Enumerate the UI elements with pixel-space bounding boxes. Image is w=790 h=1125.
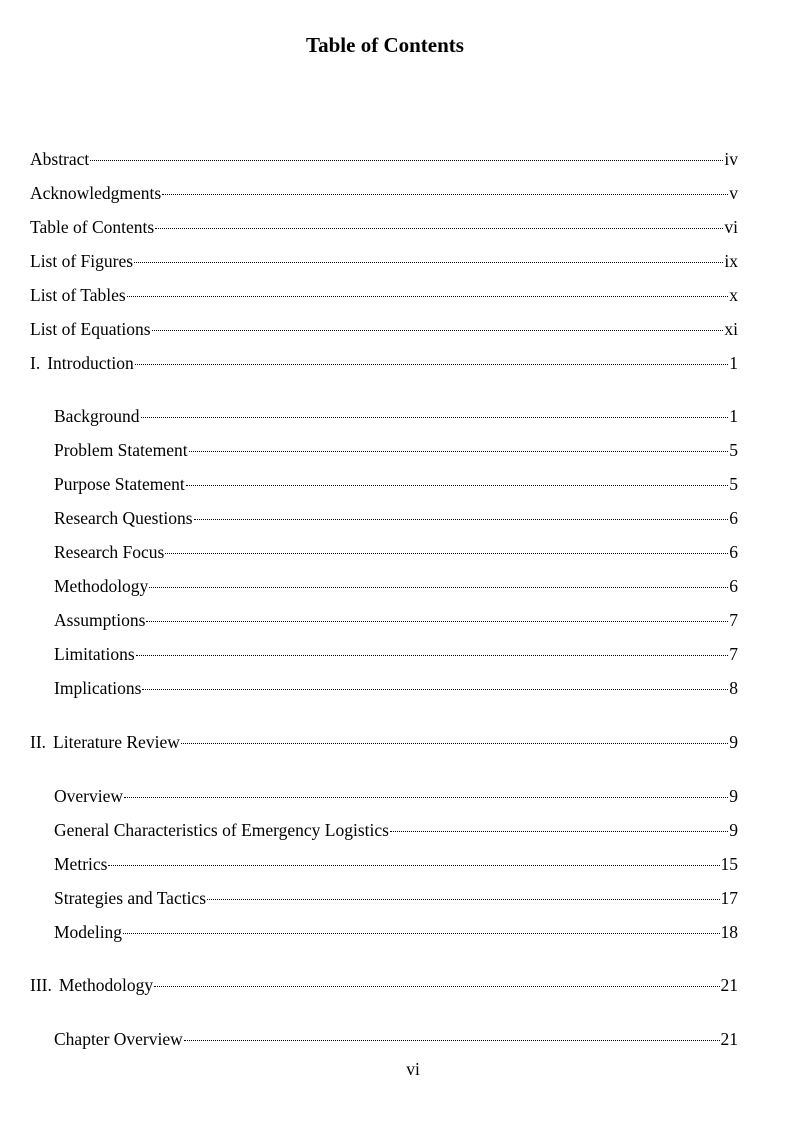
toc-entry-label: Limitations [54, 644, 135, 664]
toc-section-general-characteristics[interactable] [54, 815, 738, 839]
toc-section-overview[interactable] [54, 781, 738, 805]
toc-entry-page: vi [724, 217, 738, 237]
toc-entry-label: List of Tables [30, 285, 126, 305]
toc-entry-label: Acknowledgments [30, 183, 162, 203]
toc-entry-label: Problem Statement [54, 440, 188, 460]
dot-leader [194, 499, 729, 520]
toc-entry-page: 7 [729, 610, 738, 630]
toc-section-research-questions[interactable] [54, 503, 738, 527]
toc-entry-label: Overview [54, 786, 124, 806]
dot-leader [390, 811, 728, 832]
dot-leader [155, 208, 723, 229]
toc-entry-acknowledgments[interactable] [30, 178, 738, 202]
toc-section-strategies-and-tactics[interactable] [54, 883, 738, 907]
toc-entry-page: 7 [729, 644, 738, 664]
toc-entry-page: v [729, 183, 738, 203]
toc-entry-label: Introduction [47, 353, 134, 373]
toc-entry-label: Implications [54, 678, 142, 698]
dot-leader [165, 533, 728, 554]
toc-section-purpose-statement[interactable] [54, 469, 738, 493]
toc-entry-page: 1 [729, 406, 738, 426]
dot-leader [181, 723, 728, 744]
toc-section-background[interactable] [54, 401, 738, 425]
toc-entry-page: 6 [729, 508, 738, 528]
toc-entry-label: General Characteristics of Emergency Logistics [54, 820, 389, 840]
dot-leader [90, 140, 723, 161]
toc-entry-page: 6 [729, 542, 738, 562]
dot-leader [189, 431, 729, 452]
toc-entry-label: Modeling [54, 922, 123, 942]
dot-leader [152, 310, 724, 331]
toc-entry-label: Strategies and Tactics [54, 888, 207, 908]
toc-entry-label: Purpose Statement [54, 474, 185, 494]
toc-entry-page: 6 [729, 576, 738, 596]
dot-leader [149, 567, 728, 588]
toc-entry-abstract[interactable] [30, 144, 738, 168]
toc-entry-page: 5 [729, 474, 738, 494]
page-title: Table of Contents [306, 33, 464, 57]
dot-leader [154, 966, 719, 987]
toc-section-modeling[interactable] [54, 917, 738, 941]
toc-entry-table-of-contents[interactable] [30, 212, 738, 236]
toc-entry-list-of-figures[interactable] [30, 246, 738, 270]
toc-chapter-introduction[interactable] [30, 348, 738, 372]
dot-leader [136, 635, 729, 656]
toc-entry-label: Chapter Overview [54, 1029, 183, 1049]
toc-section-assumptions[interactable] [54, 605, 738, 629]
dot-leader [108, 845, 719, 866]
toc-entry-label: Methodology [54, 576, 149, 596]
dot-leader [142, 669, 728, 690]
toc-entry-label: Research Questions [54, 508, 193, 528]
dot-leader [141, 397, 729, 418]
dot-leader [162, 174, 728, 195]
toc-entry-page: 9 [729, 732, 738, 752]
toc-entry-label: Abstract [30, 149, 90, 169]
dot-leader [135, 344, 729, 365]
dot-leader [124, 777, 728, 798]
toc-section-methodology[interactable] [54, 571, 738, 595]
toc-entry-label: Table of Contents [30, 217, 155, 237]
toc-entry-label: List of Figures [30, 251, 134, 271]
dot-leader [123, 913, 719, 934]
toc-entry-label: List of Equations [30, 319, 151, 339]
dot-leader [184, 1020, 720, 1041]
toc-section-research-focus[interactable] [54, 537, 738, 561]
toc-entry-page: 18 [720, 922, 738, 942]
dot-leader [146, 601, 728, 622]
toc-entry-label: Research Focus [54, 542, 165, 562]
toc-entry-page: x [729, 285, 738, 305]
toc-entry-page: 9 [729, 820, 738, 840]
toc-chapter-methodology[interactable] [30, 970, 738, 994]
toc-entry-label: Background [54, 406, 140, 426]
toc-section-chapter-overview[interactable] [54, 1024, 738, 1048]
dot-leader [134, 242, 723, 263]
toc-entry-label: Assumptions [54, 610, 146, 630]
toc-entry-page: ix [724, 251, 738, 271]
toc-entry-page: 21 [720, 1029, 738, 1049]
toc-entry-page: 21 [720, 975, 738, 995]
toc-section-limitations[interactable] [54, 639, 738, 663]
toc-chapter-number: III. [30, 975, 52, 995]
toc-entry-label: Literature Review [53, 732, 180, 752]
toc-chapter-literature-review[interactable] [30, 727, 738, 751]
toc-chapter-number: I. [30, 353, 41, 373]
toc-section-metrics[interactable] [54, 849, 738, 873]
toc-entry-page: 9 [729, 786, 738, 806]
toc-section-implications[interactable] [54, 673, 738, 697]
toc-entry-page: 15 [720, 854, 738, 874]
toc-entry-page: 17 [720, 888, 738, 908]
toc-entry-label: Methodology [58, 975, 154, 995]
toc-entry-list-of-equations[interactable] [30, 314, 738, 338]
dot-leader [207, 879, 719, 900]
toc-entry-page: 1 [729, 353, 738, 373]
toc-entry-page: 5 [729, 440, 738, 460]
toc-entry-list-of-tables[interactable] [30, 280, 738, 304]
dot-leader [186, 465, 729, 486]
toc-entry-page: 8 [729, 678, 738, 698]
page-number: vi [406, 1059, 420, 1079]
dot-leader [127, 276, 729, 297]
toc-section-problem-statement[interactable] [54, 435, 738, 459]
toc-entry-page: xi [724, 319, 738, 339]
toc-entry-page: iv [724, 149, 738, 169]
toc-chapter-number: II. [30, 732, 47, 752]
toc-entry-label: Metrics [54, 854, 108, 874]
